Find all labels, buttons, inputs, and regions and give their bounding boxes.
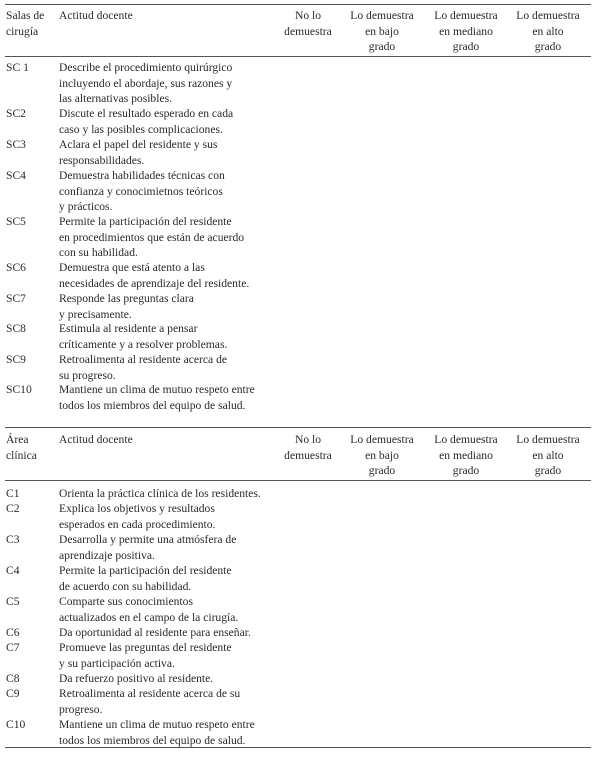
row-code: SC7 <box>6 292 26 305</box>
row-description: Permite la participación del residente de acuerdo con su habilidad. <box>59 564 232 593</box>
row-code: C10 <box>6 718 26 731</box>
row-code: SC4 <box>6 169 26 182</box>
row-description: Explica los objetivos y resultados esperados en cada procedimiento. <box>59 502 216 531</box>
row-description: Comparte sus conocimientos actualizados en el campo de la cirugía. <box>59 595 239 624</box>
header-rule-section2 <box>5 480 591 481</box>
row-description: Retroalimenta al residente acerca de su progreso. <box>59 353 228 382</box>
row-code: SC5 <box>6 215 26 228</box>
header-rule-section1 <box>5 56 591 57</box>
row-code: SC3 <box>6 138 26 151</box>
header-col1-section2: No lo demuestra <box>284 433 332 462</box>
row-code: C5 <box>6 595 20 608</box>
row-code: SC 1 <box>6 61 29 74</box>
row-code: SC10 <box>6 383 32 396</box>
row-description: Discute el resultado esperado en cada caso y las posibles complicaciones. <box>59 107 234 136</box>
row-code: SC6 <box>6 261 26 274</box>
header-col3-section1: Lo demuestra en mediano grado <box>434 9 498 53</box>
row-description: Orienta la práctica clínica de los residentes. <box>59 487 261 500</box>
top-rule-section1 <box>5 4 591 5</box>
header-attitude-section2: Actitud docente <box>59 433 133 446</box>
row-code: SC8 <box>6 322 26 335</box>
row-description: Desarrolla y permite una atmósfera de aprendizaje positiva. <box>59 533 237 562</box>
row-description: Promueve las preguntas del residente y su participación activa. <box>59 641 232 670</box>
top-rule-section2 <box>5 427 591 428</box>
row-description: Da oportunidad al residente para enseñar. <box>59 626 251 639</box>
row-description: Estimula al residente a pensar críticamente y a resolver problemas. <box>59 322 228 351</box>
header-col4-section2: Lo demuestra en alto grado <box>516 433 580 477</box>
header-group-section1: Salas de cirugía <box>6 9 45 38</box>
header-col2-section2: Lo demuestra en bajo grado <box>350 433 414 477</box>
header-group-section2: Área clínica <box>6 433 37 462</box>
row-code: C6 <box>6 626 20 639</box>
row-description: Responde las preguntas clara y precisamente. <box>59 292 194 321</box>
row-code: C3 <box>6 533 20 546</box>
header-col2-section1: Lo demuestra en bajo grado <box>350 9 414 53</box>
row-description: Describe el procedimiento quirúrgico incluyendo el abordaje, sus razones y las alternativas posibles. <box>59 61 233 105</box>
row-description: Retroalimenta al residente acerca de su progreso. <box>59 687 241 716</box>
header-col4-section1: Lo demuestra en alto grado <box>516 9 580 53</box>
row-description: Demuestra habilidades técnicas con confianza y conocimietnos teóricos y prácticos. <box>59 169 225 213</box>
header-col1-section1: No lo demuestra <box>284 9 332 38</box>
header-col3-section2: Lo demuestra en mediano grado <box>434 433 498 477</box>
header-attitude-section1: Actitud docente <box>59 9 133 22</box>
row-code: C7 <box>6 641 20 654</box>
bottom-rule <box>5 747 591 748</box>
row-code: C8 <box>6 672 20 685</box>
row-code: SC2 <box>6 107 26 120</box>
row-code: C4 <box>6 564 20 577</box>
row-description: Aclara el papel del residente y sus responsabilidades. <box>59 138 218 167</box>
row-description: Da refuerzo positivo al residente. <box>59 672 214 685</box>
row-code: C1 <box>6 487 20 500</box>
row-description: Mantiene un clima de mutuo respeto entre todos los miembros del equipo de salud. <box>59 383 255 412</box>
row-description: Mantiene un clima de mutuo respeto entre todos los miembros del equipo de salud. <box>59 718 255 747</box>
row-description: Demuestra que está atento a las necesidades de aprendizaje del residente. <box>59 261 250 290</box>
row-code: C9 <box>6 687 20 700</box>
row-code: SC9 <box>6 353 26 366</box>
row-description: Permite la participación del residente en procedimientos que están de acuerdo con su habilidad. <box>59 215 245 259</box>
row-code: C2 <box>6 502 20 515</box>
